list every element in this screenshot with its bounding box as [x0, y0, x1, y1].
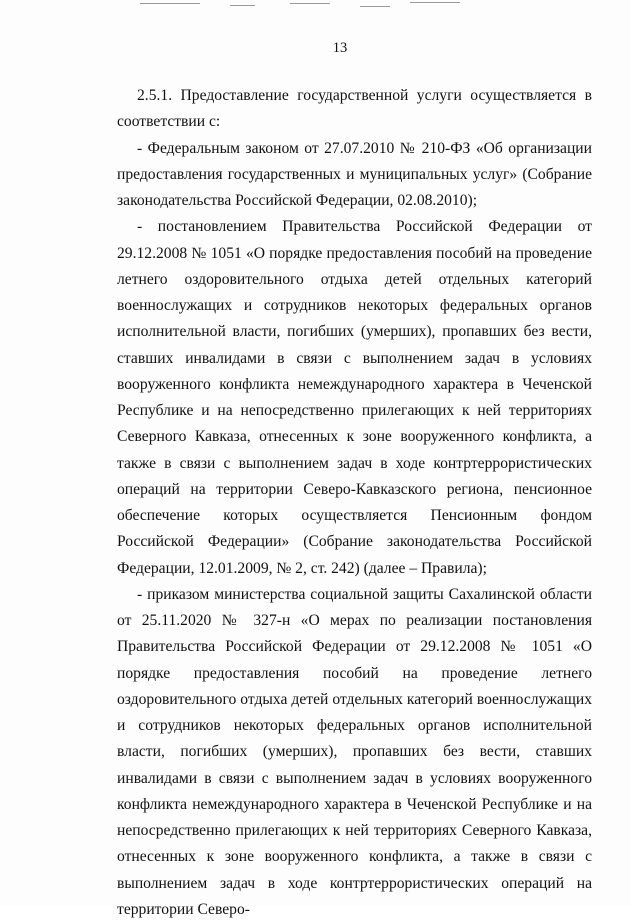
- document-body: [117, 83, 592, 923]
- scan-artifact: [140, 0, 470, 10]
- page-number: 13: [332, 40, 348, 56]
- paragraph-federal-law: - Федеральным законом от 27.07.2010 № 210-ФЗ «Об организации предоставления государственных и муниципальных услуг» (Собрание законодательства Российской Федерации, 02.08.2010);: [117, 139, 592, 209]
- paragraph-government-decree: - постановлением Правительства Российской Федерации от 29.12.2008 № 1051 «О порядке предоставления пособий на проведение летнего оздоровительного отдыха детей отдельных категорий военнослужащих и сотрудников некоторых федеральных органов исполнительной власти, погибших (умерших), пропавших без вести, ставших инвалидами в связи с выполнением задач в условиях вооруженного конфликта немеждународного характера в Чеченской Республике и на непосредственно прилегающих к ней территориях Северного Кавказа, отнесенных к зоне вооруженного конфликта, а также в связи с выполнением задач в ходе контртеррористических операций на территории Северо-Кавказского региона, пенсионное обеспечение которых осуществляется Пенсионным фондом Российской Федерации» (Собрание законодательства Российской Федерации, 12.01.2009, № 2, ст. 242) (далее – Правила);: [117, 218, 592, 577]
- paragraph-clause-2-5-1: 2.5.1. Предоставление государственной услуги осуществляется в соответствии с:: [117, 87, 592, 131]
- paragraph-ministry-order: - приказом министерства социальной защиты Сахалинской области от 25.11.2020 № 327-н «О мерах по реализации постановления Правительства Российской Федерации от 29.12.2008 № 1051 «О порядке предоставления пособий на проведение летнего оздоровительного отдыха детей отдельных категорий военнослужащих и сотрудников некоторых федеральных органов исполнительной власти, погибших (умерших), пропавших без вести, ставших инвалидами в связи с выполнением задач в условиях вооруженного конфликта немеждународного характера в Чеченской Республике и на непосредственно прилегающих к ней территориях Северного Кавказа, отнесенных к зоне вооруженного конфликта, а также в связи с выполнением задач в ходе контртеррористических операций на территории Северо-: [117, 585, 592, 918]
